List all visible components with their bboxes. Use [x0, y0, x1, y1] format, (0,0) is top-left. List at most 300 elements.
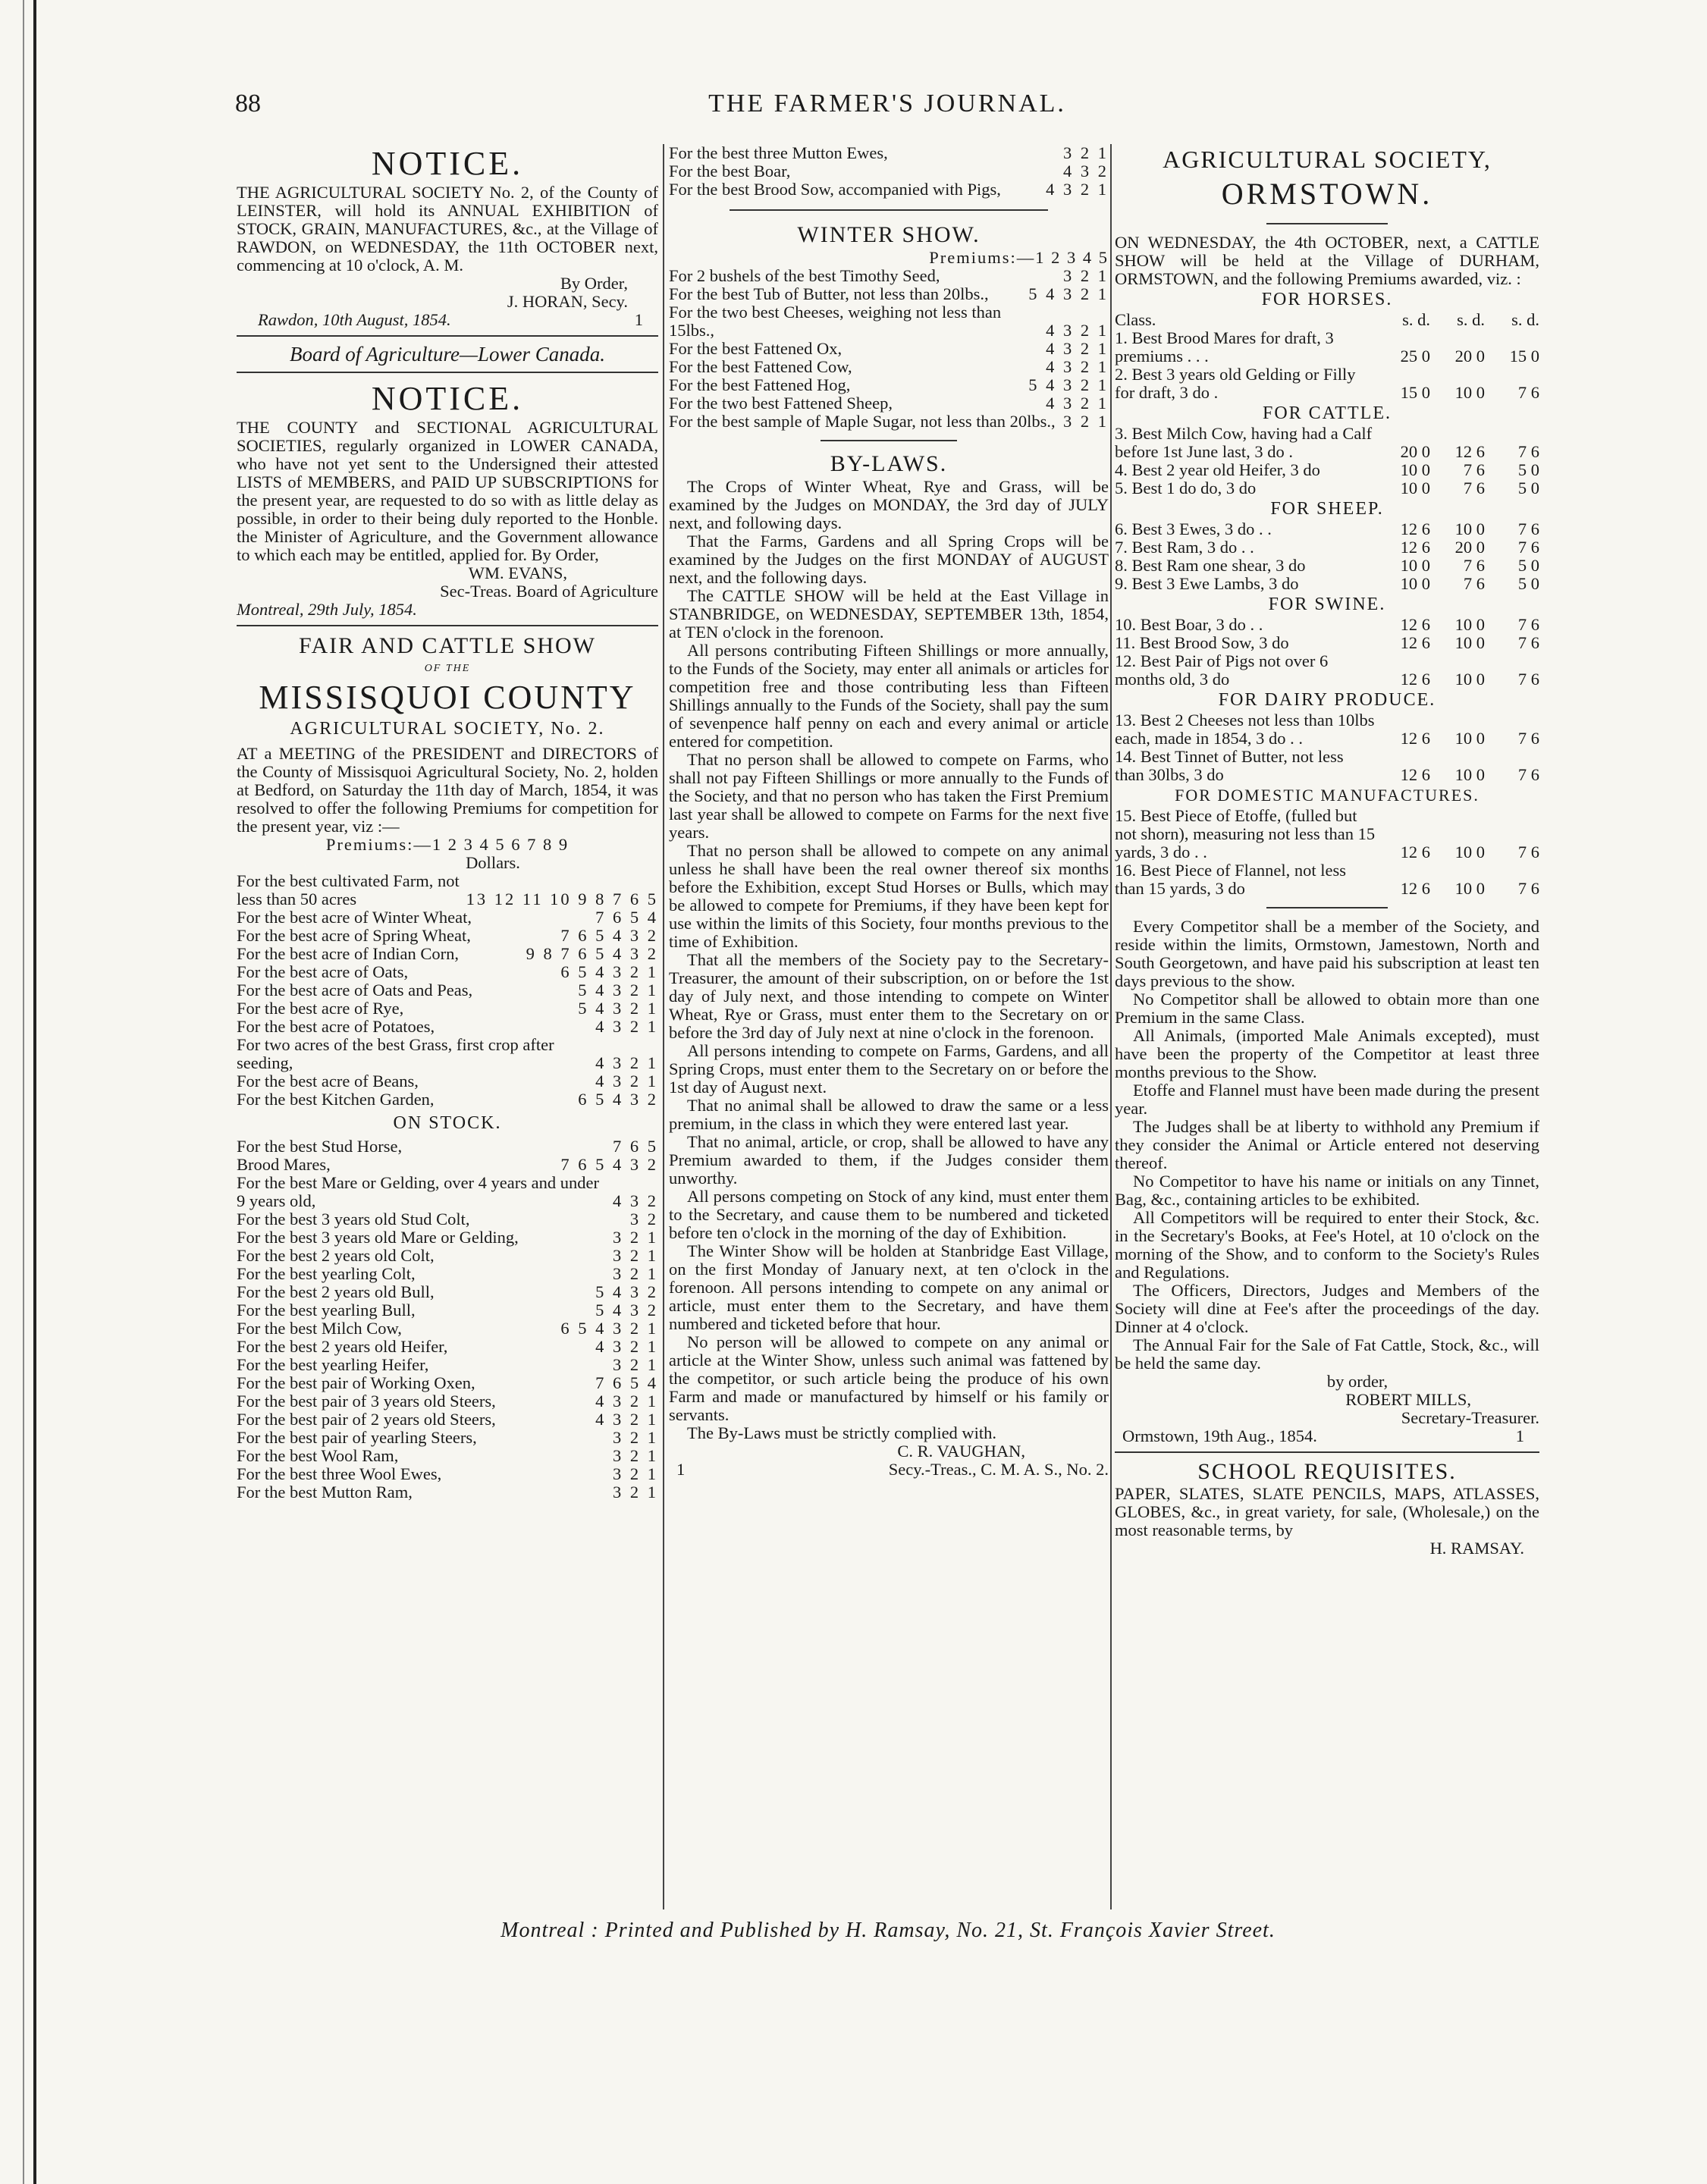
rule — [237, 335, 658, 337]
premium-values: 4 3 2 1 — [595, 1410, 658, 1429]
premium-values: 9 8 7 6 5 4 3 2 — [526, 944, 658, 963]
class-description: 7. Best Ram, 3 do . . — [1115, 538, 1254, 557]
rule-paragraph: No Competitor shall be allowed to obtain more than one Premium in the same Class. — [1115, 990, 1539, 1027]
notice-title: NOTICE. — [371, 145, 524, 182]
bylaw-paragraph: The CATTLE SHOW will be held at the East Village in STANBRIDGE, on WEDNESDAY, SEPTEMBER 13th, 1854, at TEN o'clock in the forenoon. — [669, 586, 1109, 642]
bylaw-paragraph: All persons contributing Fifteen Shillings or more annually, to the Funds of the Society, may enter all animals or articles for competition free and those contributing less than Fifteen Shillings annually to the Funds of the Society, shall pay the sum of sevenpence half penny on each and every animal or article entered for competition. — [669, 641, 1109, 751]
rule-paragraph: The Judges shall be at liberty to withhold any Premium if they consider the Animal or Article entered not deserving thereof. — [1115, 1117, 1539, 1172]
place-date: Montreal, 29th July, 1854. — [237, 600, 417, 619]
premium-values: 3 2 1 — [613, 1428, 658, 1447]
premium-third: 5 0 — [1517, 479, 1539, 497]
ormstown-signer: ROBERT MILLS, — [1345, 1390, 1471, 1409]
premium-row — [237, 1036, 658, 1072]
stock-premium-list — [237, 1138, 658, 1502]
premium-second: 7 6 — [1463, 460, 1485, 479]
horses-table — [1115, 329, 1539, 402]
class-description: 8. Best Ram one shear, 3 do — [1115, 556, 1306, 575]
premium-name: For 2 bushels of the best Timothy Seed, — [669, 266, 940, 285]
school-title: SCHOOL REQUISITES. — [1197, 1459, 1457, 1484]
class-row — [1115, 652, 1539, 689]
bylaws-title: BY-LAWS. — [830, 451, 948, 476]
rule-paragraph: The Officers, Directors, Judges and Members of the Society will dine at Fee's after the proceedings of the day. Dinner at 4 o'clock. — [1115, 1281, 1539, 1336]
class-header-row — [1115, 311, 1539, 329]
notice-signer: J. HORAN, Secy. — [507, 292, 628, 311]
column-3 — [1115, 144, 1539, 1558]
county-title: MISSISQUOI COUNTY — [259, 679, 636, 716]
premium-row — [237, 1283, 658, 1301]
premium-row — [237, 1090, 658, 1109]
premium-values: 3 2 1 — [613, 1446, 658, 1465]
class-description: 13. Best 2 Cheeses not less than 10lbs each, made in 1854, 3 do . . — [1115, 711, 1375, 748]
domestic-table — [1115, 807, 1539, 898]
premium-name: For the best Wool Ram, — [237, 1446, 399, 1465]
class-row — [1115, 366, 1539, 402]
premium-name: For the best acre of Spring Wheat, — [237, 926, 471, 945]
premium-second: 10 0 — [1454, 670, 1485, 689]
class-description: 6. Best 3 Ewes, 3 do . . — [1115, 519, 1272, 538]
premium-name: For the best Stud Horse, — [237, 1137, 403, 1156]
premium-values: 3 2 1 — [1063, 412, 1109, 431]
class-label: Class. — [1115, 310, 1156, 329]
premium-row — [237, 1301, 658, 1320]
premium-name: For the two best Cheeses, weighing not less than 15lbs., — [669, 303, 1002, 340]
bylaws-signer-title: Secy.-Treas., C. M. A. S., No. 2. — [888, 1460, 1109, 1479]
class-description: 11. Best Brood Sow, 3 do — [1115, 633, 1289, 652]
premium-row — [237, 1174, 658, 1210]
for-swine-heading: FOR SWINE. — [1268, 595, 1386, 614]
rule-paragraph: Every Competitor shall be a member of the Society, and reside within the limits, Ormstown, Jamestown, North and South Georgetown, and have paid his subscription at least ten days previous to the show. — [1115, 917, 1539, 990]
premium-row — [669, 144, 1109, 162]
premium-first: 12 6 — [1400, 538, 1430, 557]
premium-row — [237, 1356, 658, 1374]
premium-second: 10 0 — [1454, 633, 1485, 652]
for-horses-heading: FOR HORSES. — [1261, 290, 1393, 309]
premium-row — [669, 285, 1109, 303]
bylaw-paragraph: That no animal, article, or crop, shall be allowed to have any Premium awarded to them, if the Judges consider them unworthy. — [669, 1132, 1109, 1188]
premium-values: 5 4 3 2 1 — [578, 999, 658, 1018]
premium-name: For the best acre of Potatoes, — [237, 1017, 435, 1036]
premium-row — [237, 1018, 658, 1036]
school-body: PAPER, SLATES, SLATE PENCILS, MAPS, ATLASSES, GLOBES, &c., in great variety, for sale, (Wholesale,) on the most reasonable terms, by — [1115, 1484, 1539, 1539]
bylaw-paragraph: That no person shall be allowed to compete on any animal unless he shall have been the real owner thereof six months before the Exhibition, except Stud Horses or Bulls, which may be allowed to compete for Premiums, if they have been kept for use within the limits of this Society, four months previous to the time of Exhibition. — [669, 841, 1109, 951]
premium-values: 13 12 11 10 9 8 7 6 5 — [466, 890, 658, 908]
premium-values: 5 4 3 2 1 — [1028, 284, 1109, 303]
notice-body: THE COUNTY and SECTIONAL AGRICULTURAL SOCIETIES, regularly organized in LOWER CANADA, who have not yet sent to the Undersigned their attested LISTS of MEMBERS, and PAID UP SUBSCRIPTIONS for the present year, are requested to do so with as little delay as possible, in order to their being duly reported to the Honble. the Minister of Agriculture, and the Government allowance to which each may be entitled, applied for. By Order, — [237, 418, 658, 564]
premium-name: For the best pair of 2 years old Steers, — [237, 1410, 496, 1429]
rule — [821, 440, 957, 441]
bylaw-paragraph: The Winter Show will be holden at Stanbridge East Village, on the first Monday of January next, at ten o'clock in the forenoon. All persons intending to compete on any animal or article, must enter them to the Secretary, and have them numbered and ticketed before that hour. — [669, 1241, 1109, 1333]
column-rule-2 — [1110, 144, 1112, 1909]
sheep-table — [1115, 520, 1539, 593]
premium-name: For the best Milch Cow, — [237, 1319, 402, 1338]
premium-second: 7 6 — [1463, 479, 1485, 497]
premium-values: 3 2 1 — [613, 1355, 658, 1374]
rule — [1266, 907, 1388, 908]
page-header — [235, 89, 1539, 127]
notice-place-date — [237, 311, 658, 329]
premium-first: 25 0 — [1400, 347, 1430, 366]
winter-show-title: WINTER SHOW. — [797, 222, 981, 247]
bylaws-signer: C. R. VAUGHAN, — [897, 1442, 1025, 1461]
premium-second: 10 0 — [1454, 615, 1485, 634]
bylaw-paragraph: All persons competing on Stock of any kind, must enter them to the Secretary, and cause them to be numbered and ticketed before ten o'clock in the morning of the day of Exhibition. — [669, 1187, 1109, 1242]
premium-name: For the best Mare or Gelding, over 4 years and under 9 years old, — [237, 1173, 599, 1210]
premium-row — [237, 981, 658, 999]
of-the: OF THE — [424, 663, 471, 674]
premium-values: 7 6 5 — [613, 1137, 658, 1156]
class-description: 15. Best Piece of Etoffe, (fulled but not shorn), measuring not less than 15 yards, 3 do . . — [1115, 806, 1376, 861]
for-sheep-heading: FOR SHEEP. — [1270, 499, 1384, 519]
premium-row — [237, 1247, 658, 1265]
class-col: s. d. — [1511, 310, 1539, 329]
premium-row — [237, 1483, 658, 1502]
premium-third: 7 6 — [1517, 765, 1539, 784]
class-description: 5. Best 1 do do, 3 do — [1115, 479, 1257, 497]
premium-first: 12 6 — [1400, 615, 1430, 634]
premium-name: For the best Boar, — [669, 162, 791, 180]
notice-title: NOTICE. — [371, 380, 524, 417]
premium-name: For the best pair of 3 years old Steers, — [237, 1392, 496, 1410]
premium-name: For the best Fattened Cow, — [669, 357, 852, 376]
bylaw-paragraph: No person will be allowed to compete on any animal or article at the Winter Show, unless such animal was fattened by the competitor, or such article being the produce of his own Farm and made or manufactured by himself or his family or servants. — [669, 1332, 1109, 1424]
premium-second: 10 0 — [1454, 383, 1485, 402]
premium-values: 3 2 1 — [1063, 143, 1109, 162]
class-row — [1115, 748, 1539, 784]
board-heading: Board of Agriculture—Lower Canada. — [289, 343, 606, 366]
premium-name: For the best yearling Colt, — [237, 1264, 416, 1283]
fair-title: FAIR AND CATTLE SHOW — [299, 633, 596, 658]
premium-third: 7 6 — [1517, 843, 1539, 861]
premium-first: 15 0 — [1400, 383, 1430, 402]
premium-second: 7 6 — [1463, 556, 1485, 575]
premium-third: 15 0 — [1509, 347, 1539, 366]
class-description: 1. Best Brood Mares for draft, 3 premiums . . . — [1115, 328, 1334, 366]
premium-row — [669, 358, 1109, 376]
premium-row — [237, 1320, 658, 1338]
class-row — [1115, 575, 1539, 593]
premium-values: 4 3 2 1 — [1046, 321, 1109, 340]
premium-values: 4 3 2 1 — [595, 1072, 658, 1090]
premium-values: 4 3 2 1 — [595, 1392, 658, 1410]
premium-first: 12 6 — [1400, 843, 1430, 861]
bylaw-paragraph: That all the members of the Society pay to the Secretary-Treasurer, the amount of their subscription, on or before the 1st day of July next, and those intending to compete on Winter Wheat, Rye or Grass, must enter them to the Secretary on or before the 3rd day of July next at nine o'clock in the forenoon. — [669, 950, 1109, 1042]
premium-row — [237, 963, 658, 981]
for-cattle-heading: FOR CATTLE. — [1262, 403, 1392, 423]
rule-paragraph: All Competitors will be required to enter their Stock, &c. in the Secretary's Books, at Fee's Hotel, at 10 o'clock on the morning of the Show, and to conform to the Society's Rules and Regulations. — [1115, 1208, 1539, 1282]
ad-mark: 1 — [1515, 1426, 1524, 1445]
premium-row — [237, 908, 658, 927]
premium-values: 3 2 1 — [613, 1264, 658, 1283]
premium-values: 4 3 2 1 — [595, 1017, 658, 1036]
premium-values: 5 4 3 2 — [595, 1301, 658, 1320]
journal-title: THE FARMER'S JOURNAL. — [708, 89, 1066, 118]
premium-first: 12 6 — [1400, 879, 1430, 898]
column-1 — [237, 144, 658, 1502]
premium-values: 4 3 2 1 — [1046, 180, 1109, 199]
premium-row — [669, 162, 1109, 180]
premium-first: 10 0 — [1400, 556, 1430, 575]
on-stock-heading: ON STOCK. — [393, 1113, 502, 1133]
premium-name: For the best 3 years old Stud Colt, — [237, 1210, 470, 1228]
premium-values: 3 2 1 — [1063, 266, 1109, 285]
premium-row — [237, 1265, 658, 1283]
bylaw-paragraph: The Crops of Winter Wheat, Rye and Grass, will be examined by the Judges on MONDAY, the 3rd day of JULY next, and following days. — [669, 477, 1109, 532]
premium-row — [237, 1447, 658, 1465]
class-description: 9. Best 3 Ewe Lambs, 3 do — [1115, 574, 1299, 593]
imprint-footer: Montreal : Printed and Published by H. Ramsay, No. 21, St. François Xavier Street. — [500, 1919, 1276, 1942]
premium-row — [237, 1429, 658, 1447]
bylaw-paragraph: The By-Laws must be strictly complied with. — [687, 1423, 997, 1442]
premium-first: 20 0 — [1400, 442, 1430, 461]
premium-values: 6 5 4 3 2 1 — [560, 1319, 658, 1338]
premium-row — [669, 180, 1109, 199]
premium-row — [669, 340, 1109, 358]
premium-name: For the best 2 years old Colt, — [237, 1246, 435, 1265]
premium-name: For the best sample of Maple Sugar, not less than 20lbs., — [669, 412, 1056, 431]
premium-values: 6 5 4 3 2 1 — [560, 962, 658, 981]
premium-second: 7 6 — [1463, 574, 1485, 593]
rule — [1115, 1451, 1539, 1453]
premium-values: 4 3 2 1 — [1046, 357, 1109, 376]
premium-third: 7 6 — [1517, 383, 1539, 402]
premium-name: For two acres of the best Grass, first crop after seeding, — [237, 1035, 554, 1072]
premium-row — [669, 413, 1109, 431]
premium-row — [669, 394, 1109, 413]
premium-name: For the best acre of Rye, — [237, 999, 404, 1018]
premium-name: For the best acre of Winter Wheat, — [237, 908, 472, 927]
by-order: By Order, — [560, 274, 628, 293]
premium-values: 3 2 1 — [613, 1483, 658, 1502]
premium-name: For the best three Wool Ewes, — [237, 1464, 442, 1483]
page-edge-shadow — [23, 0, 24, 2184]
premium-first: 12 6 — [1400, 765, 1430, 784]
premium-values: 7 6 5 4 — [595, 1373, 658, 1392]
premium-name: For the two best Fattened Sheep, — [669, 394, 893, 413]
premium-row — [237, 1228, 658, 1247]
page-number: 88 — [235, 89, 261, 118]
premium-second: 12 6 — [1454, 442, 1485, 461]
premium-row — [237, 1210, 658, 1228]
premium-row — [237, 1156, 658, 1174]
rule-paragraph: Etoffe and Flannel must have been made during the present year. — [1115, 1081, 1539, 1118]
class-col: s. d. — [1457, 310, 1485, 329]
sheep-swine-list — [669, 144, 1109, 199]
bylaws-signer-row — [669, 1461, 1109, 1479]
premium-row — [237, 1072, 658, 1090]
premium-name: For the best cultivated Farm, not less than 50 acres — [237, 871, 460, 908]
ad-mark: 1 — [676, 1460, 686, 1479]
premium-first: 12 6 — [1400, 729, 1430, 748]
society-title: AGRICULTURAL SOCIETY, No. 2. — [290, 719, 605, 739]
premium-name: For the best three Mutton Ewes, — [669, 143, 888, 162]
ormstown-society-title: AGRICULTURAL SOCIETY, — [1163, 146, 1492, 173]
premium-third: 5 0 — [1517, 460, 1539, 479]
premium-values: 5 4 3 2 — [595, 1282, 658, 1301]
premium-row — [237, 945, 658, 963]
premium-values: 3 2 1 — [613, 1228, 658, 1247]
premium-third: 7 6 — [1517, 442, 1539, 461]
premium-values: 3 2 — [629, 1210, 658, 1228]
premium-values: 4 3 2 — [613, 1191, 658, 1210]
class-row — [1115, 557, 1539, 575]
premium-values: 7 6 5 4 — [595, 908, 658, 927]
premium-third: 5 0 — [1517, 574, 1539, 593]
premium-third: 7 6 — [1517, 633, 1539, 652]
premium-row — [237, 1374, 658, 1392]
premium-second: 20 0 — [1454, 347, 1485, 366]
premium-row — [237, 999, 658, 1018]
premium-second: 10 0 — [1454, 729, 1485, 748]
rule-paragraph: No Competitor to have his name or initials on any Tinnet, Bag, &c., containing articles to be exhibited. — [1115, 1172, 1539, 1209]
premium-third: 7 6 — [1517, 538, 1539, 557]
cattle-table — [1115, 425, 1539, 497]
class-description: 3. Best Milch Cow, having had a Calf before 1st June last, 3 do . — [1115, 424, 1373, 461]
column-2 — [669, 144, 1109, 1479]
class-row — [1115, 634, 1539, 652]
premium-first: 10 0 — [1400, 460, 1430, 479]
premium-values: 5 4 3 2 1 — [578, 981, 658, 999]
premium-values: 6 5 4 3 2 — [578, 1090, 658, 1109]
premium-name: For the best Tub of Butter, not less than 20lbs., — [669, 284, 989, 303]
rule-paragraph: All Animals, (imported Male Animals excepted), must have been the property of the Competitor at least three months previous to the Show. — [1115, 1026, 1539, 1081]
premium-third: 7 6 — [1517, 670, 1539, 689]
premium-values: 7 6 5 4 3 2 — [560, 926, 658, 945]
notice-body: THE AGRICULTURAL SOCIETY No. 2, of the County of LEINSTER, will hold its ANNUAL EXHIBITION of STOCK, GRAIN, MANUFACTURES, &c., at the Village of RAWDON, on WEDNESDAY, the 11th OCTOBER next, commencing at 10 o'clock, A. M. — [237, 183, 658, 275]
premium-second: 20 0 — [1454, 538, 1485, 557]
bylaw-paragraph: That no person shall be allowed to compete on Farms, who shall not pay Fifteen Shillings or more annually to the Funds of the Society, and that no person who has taken the First Premium last year shall be allowed to compete on Farms for the next five years. — [669, 750, 1109, 842]
premium-values: 4 3 2 1 — [595, 1053, 658, 1072]
class-row — [1115, 425, 1539, 461]
class-description: 12. Best Pair of Pigs not over 6 months old, 3 do — [1115, 651, 1329, 689]
premium-second: 10 0 — [1454, 519, 1485, 538]
premium-second: 10 0 — [1454, 843, 1485, 861]
premium-values: 4 3 2 1 — [1046, 339, 1109, 358]
swine-table — [1115, 616, 1539, 689]
premium-row — [669, 267, 1109, 285]
crop-premium-list — [237, 872, 658, 1109]
bylaws-list — [669, 478, 1109, 1442]
premium-first: 12 6 — [1400, 519, 1430, 538]
premium-second: 10 0 — [1454, 879, 1485, 898]
premium-third: 7 6 — [1517, 615, 1539, 634]
premium-name: For the best Brood Sow, accompanied with Pigs, — [669, 180, 1001, 199]
premium-values: 4 3 2 — [1063, 162, 1109, 180]
premium-row — [237, 1338, 658, 1356]
winter-premiums-header: Premiums:—1 2 3 4 5 — [929, 248, 1109, 267]
place-date: Ormstown, 19th Aug., 1854. — [1122, 1426, 1317, 1445]
premium-values: 4 3 2 1 — [595, 1337, 658, 1356]
class-row — [1115, 538, 1539, 557]
premium-second: 10 0 — [1454, 765, 1485, 784]
class-row — [1115, 861, 1539, 898]
premium-name: For the best acre of Indian Corn, — [237, 944, 460, 963]
dollars-label: Dollars. — [466, 853, 520, 872]
fair-body: AT a MEETING of the PRESIDENT and DIRECTORS of the County of Missisquoi Agricultural Society, No. 2, holden at Bedford, on Saturday the 11th day of March, 1854, it was resolved to offer the following Premiums for competition for the present year, viz :— — [237, 744, 658, 836]
premium-third: 7 6 — [1517, 519, 1539, 538]
premium-values: 4 3 2 1 — [1046, 394, 1109, 413]
premium-row — [237, 1392, 658, 1410]
rule — [730, 209, 1048, 211]
premium-name: For the best pair of Working Oxen, — [237, 1373, 475, 1392]
column-rule-1 — [663, 144, 664, 1909]
ormstown-place-row — [1115, 1427, 1539, 1445]
class-description: 14. Best Tinnet of Butter, not less than 30lbs, 3 do — [1115, 747, 1344, 784]
premium-name: For the best Fattened Hog, — [669, 375, 851, 394]
school-signer: H. RAMSAY. — [1429, 1539, 1524, 1558]
premium-row — [669, 303, 1109, 340]
premium-name: For the best yearling Bull, — [237, 1301, 416, 1320]
premium-name: Brood Mares, — [237, 1155, 331, 1174]
premium-row — [237, 1138, 658, 1156]
winter-premium-list — [669, 267, 1109, 431]
premium-name: For the best acre of Oats and Peas, — [237, 981, 473, 999]
rule — [237, 625, 658, 626]
ormstown-title: ORMSTOWN. — [1221, 177, 1433, 211]
rule — [237, 372, 658, 373]
class-row — [1115, 461, 1539, 479]
class-description: 10. Best Boar, 3 do . . — [1115, 615, 1263, 634]
premium-values: 5 4 3 2 1 — [1028, 375, 1109, 394]
rules-list — [1115, 918, 1539, 1373]
rule-paragraph: The Annual Fair for the Sale of Fat Cattle, Stock, &c., will be held the same day. — [1115, 1335, 1539, 1373]
premium-name: For the best Mutton Ram, — [237, 1483, 413, 1502]
class-row — [1115, 616, 1539, 634]
premium-name: For the best acre of Oats, — [237, 962, 409, 981]
premium-first: 10 0 — [1400, 574, 1430, 593]
premium-first: 12 6 — [1400, 670, 1430, 689]
notice-signer-title: Sec-Treas. Board of Agriculture — [440, 582, 658, 601]
class-row — [1115, 329, 1539, 366]
rule — [1266, 223, 1388, 224]
for-dairy-heading: FOR DAIRY PRODUCE. — [1218, 690, 1436, 710]
bylaw-paragraph: That no animal shall be allowed to draw the same or a less premium, in the class in which they were entered last year. — [669, 1096, 1109, 1133]
ormstown-intro: ON WEDNESDAY, the 4th OCTOBER, next, a CATTLE SHOW will be held at the Village of DURHAM, ORMSTOWN, and the following Premiums awarded, viz. : — [1115, 233, 1539, 288]
place-date: Rawdon, 10th August, 1854. — [258, 310, 451, 329]
class-col: s. d. — [1402, 310, 1430, 329]
by-order: by order, — [1326, 1372, 1389, 1391]
dairy-table — [1115, 711, 1539, 784]
premium-name: For the best pair of yearling Steers, — [237, 1428, 477, 1447]
ad-mark: 1 — [634, 310, 643, 329]
bylaw-paragraph: That the Farms, Gardens and all Spring Crops will be examined by the Judges on the first MONDAY of AUGUST next, and the following days. — [669, 532, 1109, 587]
premium-name: For the best 2 years old Bull, — [237, 1282, 435, 1301]
premium-third: 7 6 — [1517, 879, 1539, 898]
for-domestic-heading: FOR DOMESTIC MANUFACTURES. — [1175, 786, 1480, 805]
premium-row — [237, 1465, 658, 1483]
premium-first: 10 0 — [1400, 479, 1430, 497]
premium-row — [237, 927, 658, 945]
premium-name: For the best Fattened Ox, — [669, 339, 843, 358]
premium-row — [237, 872, 658, 908]
premium-name: For the best 2 years old Heifer, — [237, 1337, 448, 1356]
premium-values: 7 6 5 4 3 2 — [560, 1155, 658, 1174]
premium-values: 3 2 1 — [613, 1246, 658, 1265]
ormstown-signer-title: Secretary-Treasurer. — [1401, 1408, 1539, 1427]
class-row — [1115, 711, 1539, 748]
premium-first: 12 6 — [1400, 633, 1430, 652]
class-description: 16. Best Piece of Flannel, not less than 15 yards, 3 do — [1115, 861, 1346, 898]
class-description: 2. Best 3 years old Gelding or Filly for draft, 3 do . — [1115, 365, 1356, 402]
premium-third: 7 6 — [1517, 729, 1539, 748]
class-row — [1115, 520, 1539, 538]
page-edge — [33, 0, 36, 2184]
premiums-header: Premiums:—1 2 3 4 5 6 7 8 9 — [325, 835, 570, 854]
premium-name: For the best yearling Heifer, — [237, 1355, 429, 1374]
premium-row — [237, 1410, 658, 1429]
premium-name: For the best Kitchen Garden, — [237, 1090, 435, 1109]
premium-values: 3 2 1 — [613, 1464, 658, 1483]
premium-third: 5 0 — [1517, 556, 1539, 575]
